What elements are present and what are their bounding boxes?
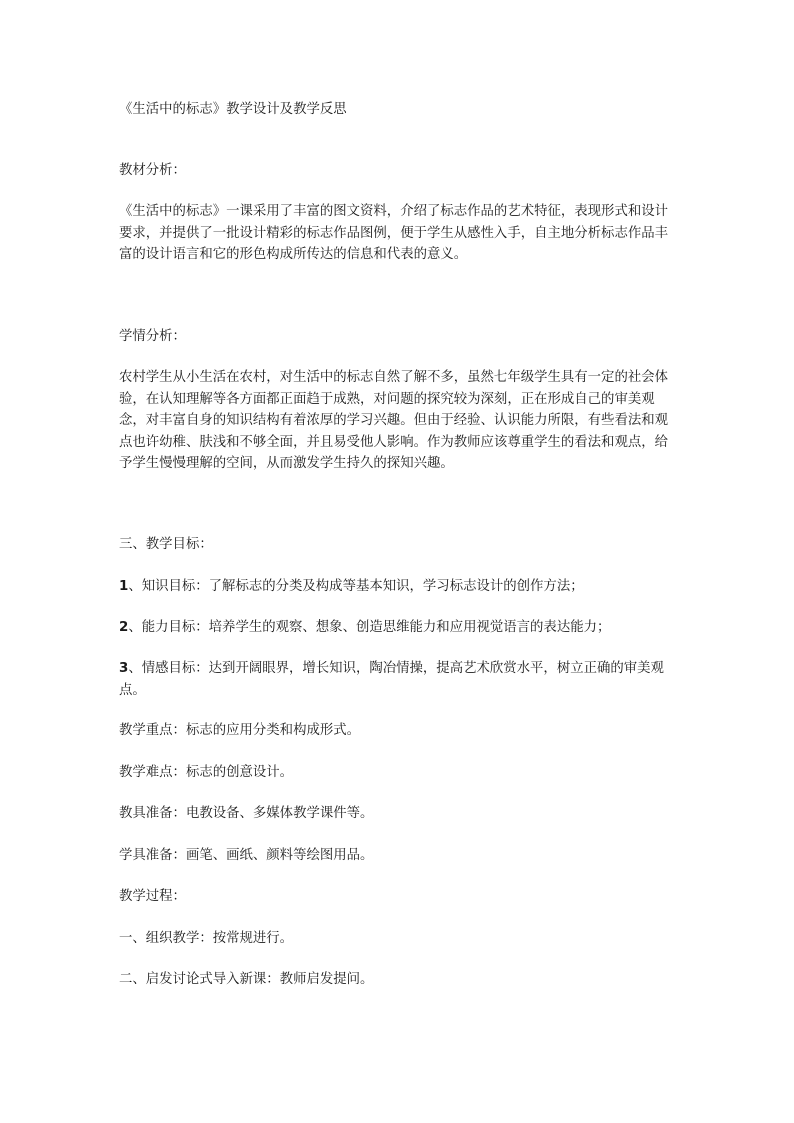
goal-item	[119, 617, 679, 639]
student-analysis-body: 农村学生从小生活在农村，对生活中的标志自然了解不多，虽然七年级学生具有一定的社会体验，在认知理解等各方面都正面趋于成熟，对问题的探究较为深刻，正在形成自己的审美观念，对丰富自身的知识结构有着浓厚的学习兴趣。但由于经验、认识能力所限，有些看法和观点也许幼稚、肤浅和不够全面，并且易受他人影响。作为教师应该尊重学生的看法和观点，给予学生慢慢理解的空间，从而激发学生持久的探知兴趣。	[119, 370, 669, 471]
key-point: 教学重点：标志的应用分类和构成形式。	[119, 723, 361, 738]
difficulty: 教学难点：标志的创意设计。	[119, 765, 294, 780]
goal-item	[119, 658, 679, 701]
goal-number: 1	[119, 579, 129, 594]
student-tools: 学具准备：画笔、画纸、颜料等绘图用品。	[119, 848, 374, 863]
teacher-tools: 教具准备：电教设备、多媒体教学课件等。	[119, 806, 374, 821]
goal-item	[119, 576, 679, 598]
goal-text: 、能力目标：培养学生的观察、想象、创造思维能力和应用视觉语言的表达能力；	[128, 620, 611, 635]
goal-number: 2	[119, 620, 129, 635]
student-analysis-heading: 学情分析：	[119, 329, 186, 344]
material-analysis-heading: 教材分析：	[119, 163, 186, 178]
material-analysis-body: 《生活中的标志》一课采用了丰富的图文资料，介绍了标志作品的艺术特征，表现形式和设计要求，并提供了一批设计精彩的标志作品图例，便于学生从感性入手，自主地分析标志作品丰富的设计语言和它的形色构成所传达的信息和代表的意义。	[119, 204, 669, 262]
process-step-2: 二、启发讨论式导入新课：教师启发提问。	[119, 972, 374, 987]
teaching-goals-heading: 三、教学目标：	[119, 537, 213, 552]
document-title: 《生活中的标志》教学设计及教学反思	[119, 102, 347, 117]
process-step-1: 一、组织教学：按常规进行。	[119, 931, 294, 946]
teaching-process-heading: 教学过程：	[119, 889, 186, 904]
goal-number: 3	[119, 661, 129, 676]
goal-text: 、知识目标：了解标志的分类及构成等基本知识，学习标志设计的创作方法；	[128, 579, 584, 594]
goal-text: 、情感目标：达到开阔眼界，增长知识，陶冶情操，提高艺术欣赏水平，树立正确的审美观点。	[119, 661, 664, 698]
